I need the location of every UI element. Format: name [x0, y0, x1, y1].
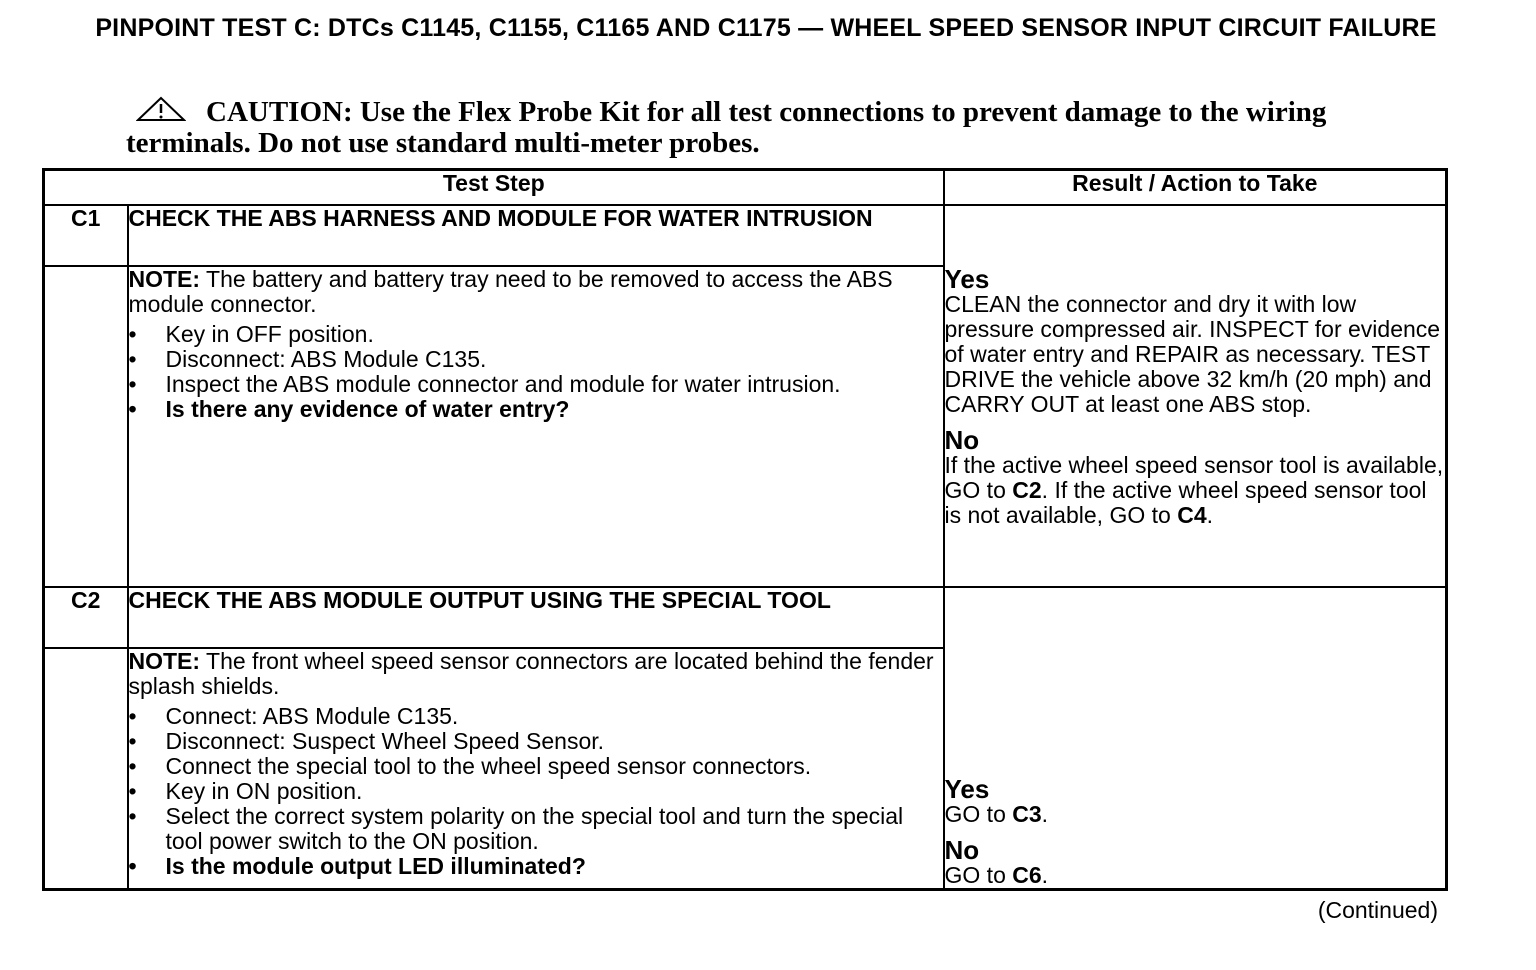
result-no-label: No [944, 834, 980, 865]
step-question: • Is the module output LED illuminated? [129, 854, 943, 879]
step-link-c3[interactable]: C3 [1012, 800, 1042, 827]
list-item: • Select the correct system polarity on the special tool and turn the special tool power switch to the ON position. [129, 804, 943, 854]
step-link-c6[interactable]: C6 [1012, 861, 1042, 888]
result-yes-label: Yes [944, 773, 990, 804]
step-link-c2[interactable]: C2 [1012, 477, 1042, 503]
list-item: • Disconnect: Suspect Wheel Speed Sensor. [129, 729, 943, 754]
result-no-text: If the active wheel speed sensor tool is available, GO to C2. If the active wheel speed sensor tool is not available, GO to C4. [944, 452, 1444, 528]
result-yes-label: Yes [944, 264, 990, 294]
result-yes-text: CLEAN the connector and dry it with low pressure compressed air. INSPECT for evidence of water entry and REPAIR as necessary. TEST DRIVE the vehicle above 32 km/h (20 mph) and CARRY OUT at least one ABS stop. [944, 291, 1441, 417]
result-no-label: No [944, 425, 980, 455]
step-bullets [129, 704, 943, 879]
pinpoint-test-table [42, 168, 1448, 891]
result-yes-text: GO to C3. [944, 800, 1049, 827]
step-body [128, 266, 944, 587]
step-id-empty [44, 648, 128, 889]
page-title: PINPOINT TEST C: DTCs C1145, C1155, C1165 AND C1175 — WHEEL SPEED SENSOR INPUT CIRCUIT FAILURE [95, 14, 1437, 42]
warning-triangle-icon [136, 96, 186, 122]
step-link-c4[interactable]: C4 [1177, 502, 1207, 528]
table-header-row [44, 170, 1447, 206]
step-c2-title-row [44, 587, 1447, 648]
step-c1-result [944, 205, 1447, 587]
result-no-text: GO to C6. [944, 861, 1049, 888]
continued-label: (Continued) [1317, 897, 1438, 923]
list-item: • Connect: ABS Module C135. [129, 704, 943, 729]
list-item: • Key in ON position. [129, 779, 943, 804]
caution-text: CAUTION: Use the Flex Probe Kit for all test connections to prevent damage to the wiring terminals. Do not use standard multi-meter probes. [126, 96, 1327, 159]
step-id: C2 [44, 587, 128, 648]
step-note: NOTE: The battery and battery tray need to be removed to access the ABS module connector. [128, 266, 893, 317]
caution-notice [126, 96, 1386, 159]
list-item: • Inspect the ABS module connector and module for water intrusion. [129, 372, 943, 397]
list-item: • Disconnect: ABS Module C135. [129, 347, 943, 372]
list-item: • Connect the special tool to the wheel speed sensor connectors. [129, 754, 943, 779]
step-title: CHECK THE ABS MODULE OUTPUT USING THE SPECIAL TOOL [128, 587, 944, 648]
step-c2-result [944, 587, 1447, 889]
step-note: NOTE: The front wheel speed sensor connectors are located behind the fender splash shields. [128, 648, 934, 699]
step-id-empty [44, 266, 128, 587]
step-question: • Is there any evidence of water entry? [129, 397, 943, 422]
step-bullets [129, 322, 943, 422]
header-result: Result / Action to Take [944, 170, 1447, 206]
step-c1-title-row [44, 205, 1447, 266]
header-test-step: Test Step [44, 170, 944, 206]
step-id: C1 [44, 205, 128, 266]
step-title: CHECK THE ABS HARNESS AND MODULE FOR WATER INTRUSION [128, 205, 944, 266]
step-body [128, 648, 944, 889]
list-item: • Key in OFF position. [129, 322, 943, 347]
